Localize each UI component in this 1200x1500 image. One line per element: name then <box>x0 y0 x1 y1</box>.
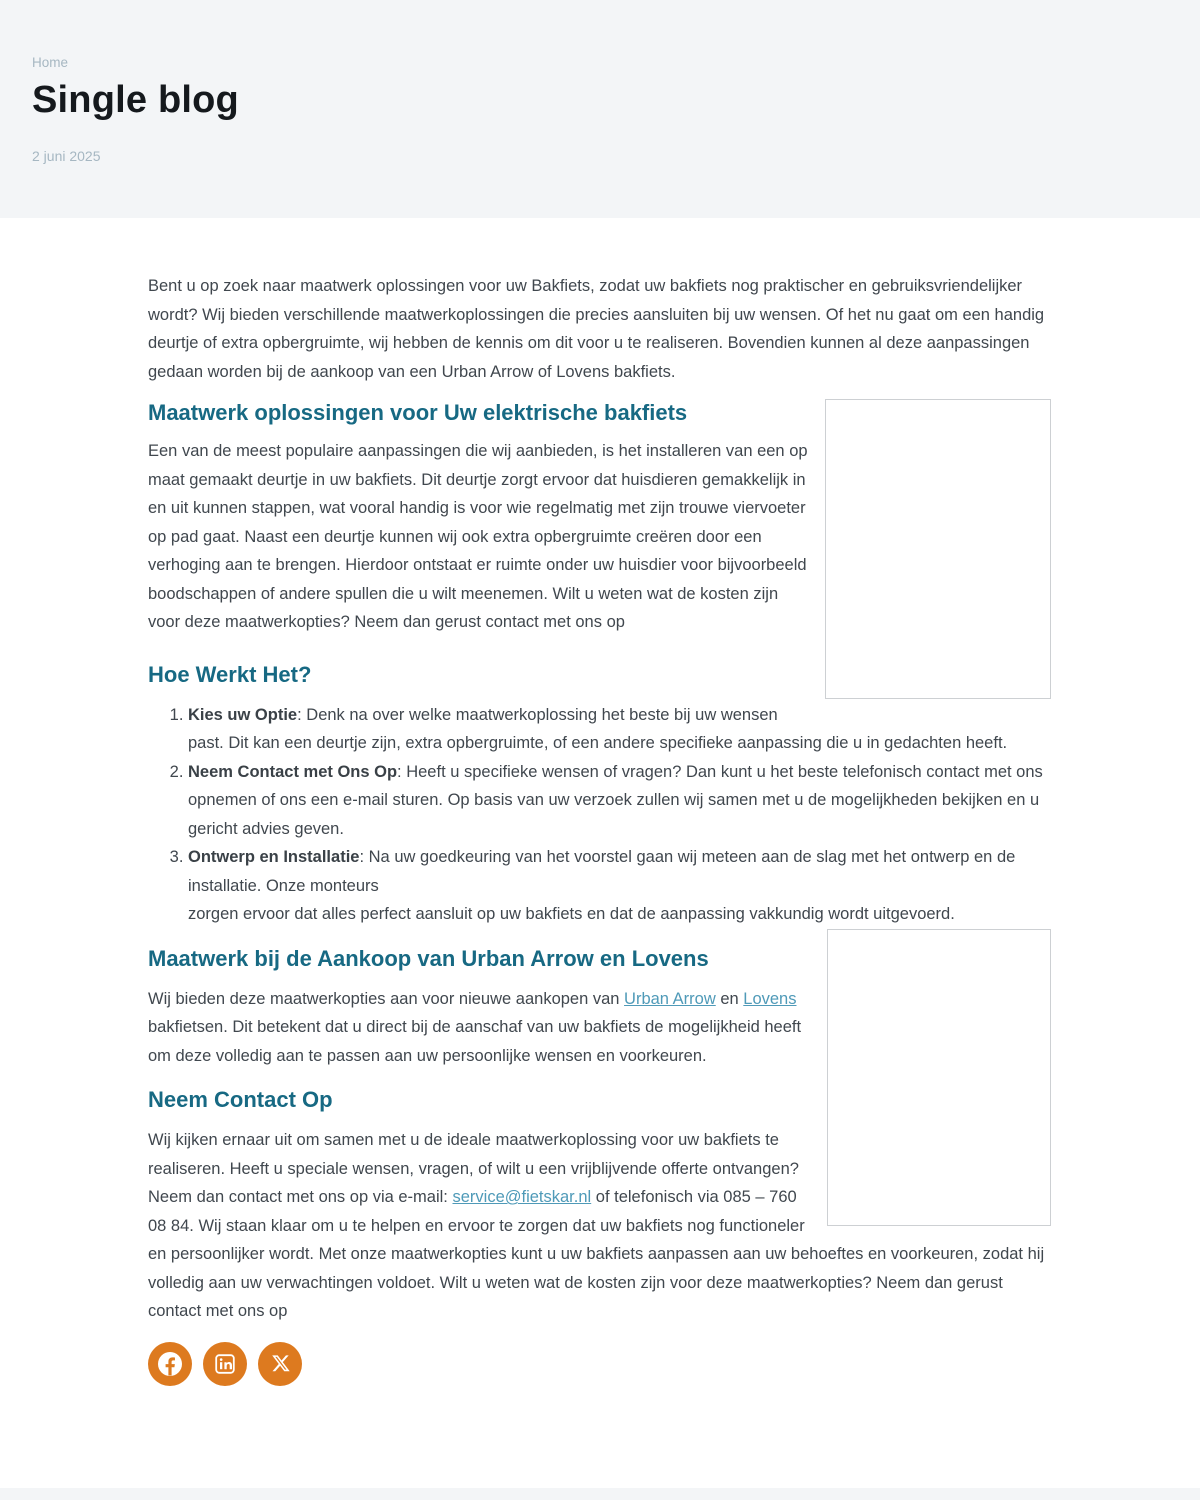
x-share-button[interactable] <box>258 1342 302 1386</box>
page-title: Single blog <box>32 79 239 121</box>
facebook-icon <box>157 1351 183 1377</box>
steps-list <box>148 701 1051 929</box>
aankoop-text-2: en <box>715 989 744 1008</box>
contact-text-1: Wij kijken ernaar uit om samen met u de ideale maatwerkoplossing voor uw bakfiets te realiseren. Heeft u speciale wensen, vragen, of wilt u een vrijblijvende offerte ontvangen? Neem dan contact met ons op via e-mail: <box>148 1131 799 1206</box>
step-1-text: : Denk na over welke maatwerkoplossing het beste bij uw wensen past. Dit kan een deurtje zijn, extra opbergruimte, of een andere specifieke aanpassing die u in gedachten heeft. <box>188 705 1008 752</box>
section-heading-aankoop: Maatwerk bij de Aankoop van Urban Arrow en Lovens <box>148 945 709 971</box>
blog-article <box>148 218 1051 1386</box>
article-image-placeholder-1 <box>825 399 1051 699</box>
aankoop-text-3: bakfietsen. Dit betekent dat u direct bij de aanschaf van uw bakfiets de mogelijkheid heeft om deze volledig aan te passen aan uw persoonlijke wensen en voorkeuren. <box>148 1018 802 1065</box>
aankoop-text-1: Wij bieden deze maatwerkopties aan voor nieuwe aankopen van <box>148 989 625 1008</box>
step-1-lead: Kies uw Optie <box>188 705 298 724</box>
article-image-placeholder-2 <box>827 929 1051 1226</box>
email-link[interactable]: service@fietskar.nl <box>452 1188 592 1206</box>
step-2-text: : Heeft u specifieke wensen of vragen? Dan kunt u het beste telefonisch contact met ons opnemen of ons een e-mail sturen. Op basis van uw verzoek zullen wij samen met u de mogelijkheden bekijken en u gericht advies geven. <box>188 762 1043 838</box>
post-date: 2 juni 2025 <box>32 148 101 164</box>
facebook-share-button[interactable] <box>148 1342 192 1386</box>
maatwerk-paragraph: Een van de meest populaire aanpassingen die wij aanbieden, is het installeren van een op maat gemaakt deurtje in uw bakfiets. Dit deurtje zorgt ervoor dat huisdieren gemakkelijk in en uit kunnen stappen, wat vooral handig is voor wie regelmatig met zijn trouwe viervoeter op pad gaat. Naast een deurtje kunnen wij ook extra opbergruimte creëren door een verhoging aan te brengen. Hierdoor ontstaat er ruimte onder uw huisdier voor bijvoorbeeld boodschappen of andere spullen die u wilt meenemen. Wilt u weten wat de kosten zijn voor deze maatwerkopties? Neem dan gerust contact met ons op <box>148 442 808 631</box>
step-item-2 <box>188 758 1051 844</box>
section-heading-contact: Neem Contact Op <box>148 1087 333 1112</box>
page-header <box>0 0 1200 218</box>
step-2-lead: Neem Contact met Ons Op <box>188 762 398 781</box>
lovens-link[interactable]: Lovens <box>743 989 797 1008</box>
footer-strip <box>0 1488 1200 1500</box>
social-share-bar <box>148 1342 1051 1386</box>
step-item-1 <box>188 701 1051 758</box>
intro-paragraph: Bent u op zoek naar maatwerk oplossingen voor uw Bakfiets, zodat uw bakfiets nog praktischer en gebruiksvriendelijker wordt? Wij bieden verschillende maatwerkoplossingen die precies aansluiten bij uw wensen. Of het nu gaat om een handig deurtje of extra opbergruimte, wij hebben de kennis om dit voor u te realiseren. Bovendien kunnen al deze aanpassingen gedaan worden bij de aankoop van een Urban Arrow of Lovens bakfiets. <box>148 277 1045 381</box>
step-3-lead: Ontwerp en Installatie <box>188 848 360 866</box>
urban-arrow-link[interactable]: Urban Arrow <box>624 989 716 1008</box>
step-3-text-continued: zorgen ervoor dat alles perfect aansluit op uw bakfiets en dat de aanpassing vakkundig wordt uitgevoerd. <box>188 905 955 923</box>
section-heading-hoe-werkt-het: Hoe Werkt Het? <box>148 661 312 687</box>
x-icon <box>271 1354 290 1373</box>
section-heading-maatwerk-oplossingen: Maatwerk oplossingen voor Uw elektrische bakfiets <box>148 400 688 425</box>
step-item-3 <box>188 843 1051 929</box>
step-3-text: : Na uw goedkeuring van het voorstel gaan wij meteen aan de slag met het ontwerp en de installatie. Onze monteurs <box>188 848 1016 895</box>
breadcrumb-home-link[interactable]: Home <box>32 55 69 70</box>
contact-text-2: of telefonisch via 085 – 760 08 84. Wij staan klaar om u te helpen en ervoor te zorgen dat uw bakfiets nog functioneler en persoonlijker wordt. Met onze maatwerkopties kunt u uw bakfiets aanpassen aan uw behoeftes en voorkeuren, zodat hij volledig aan uw verwachtingen voldoet. Wilt u weten wat de kosten zijn voor deze maatwerkopties? Neem dan gerust contact met ons op <box>148 1188 1045 1320</box>
linkedin-icon <box>213 1352 237 1376</box>
linkedin-share-button[interactable] <box>203 1342 247 1386</box>
